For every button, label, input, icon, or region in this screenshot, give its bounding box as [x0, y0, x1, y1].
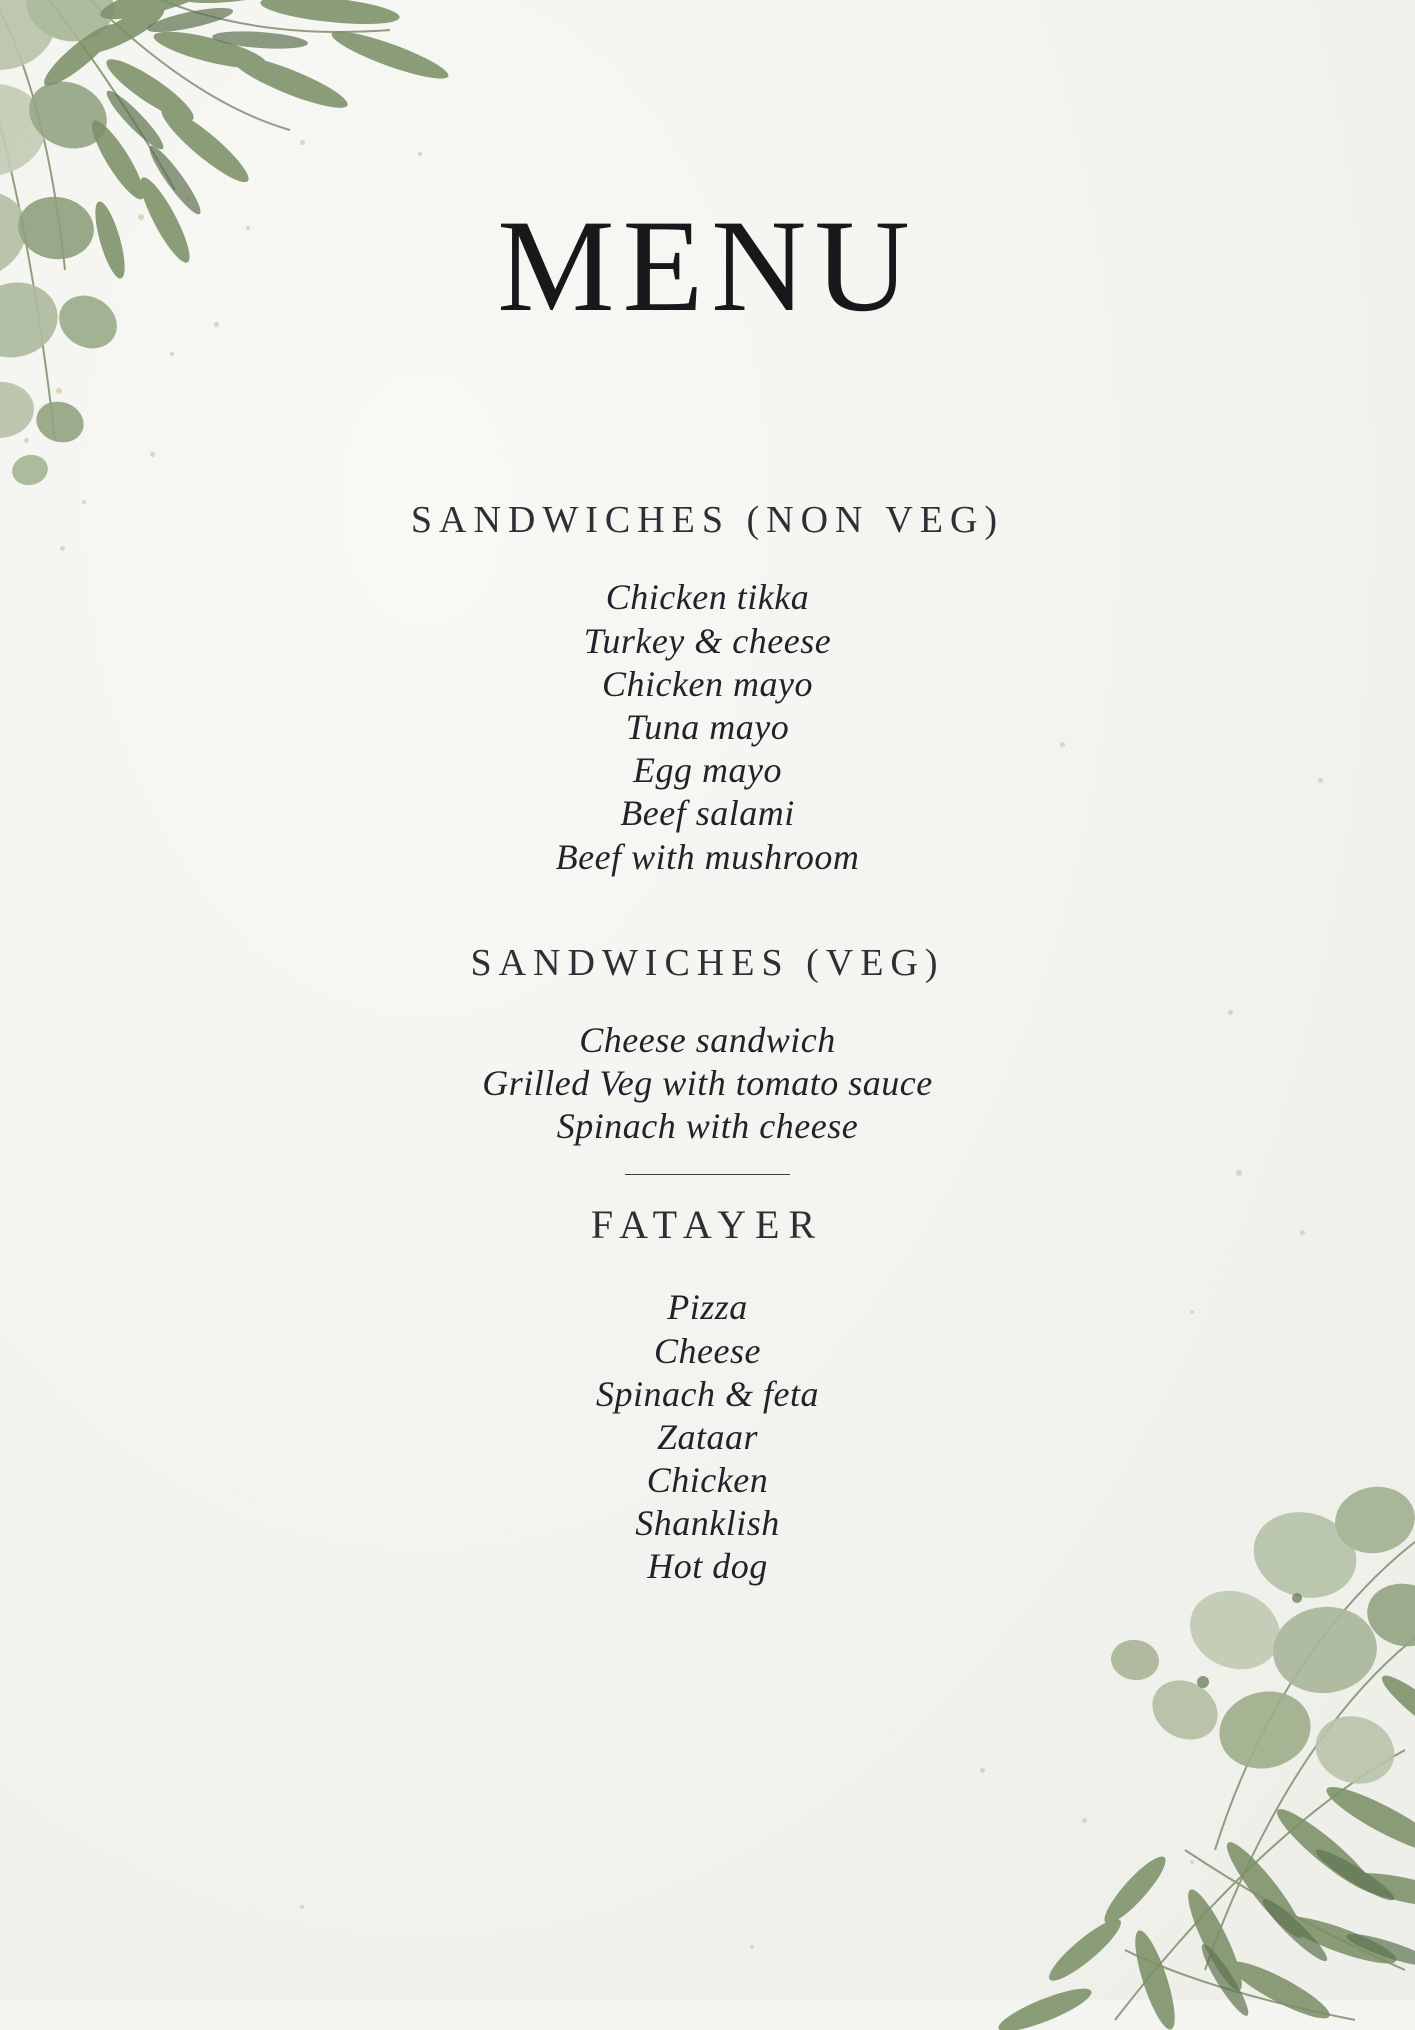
menu-item: Spinach with cheese: [556, 1106, 859, 1147]
menu-item: Zataar: [656, 1416, 759, 1457]
menu-item: Cheese: [654, 1330, 761, 1371]
menu-item: Turkey & cheese: [583, 620, 832, 661]
menu-item: Cheese sandwich: [579, 1019, 836, 1060]
menu-item: Shanklish: [635, 1503, 780, 1544]
section-heading: SANDWICHES (VEG): [470, 941, 945, 984]
menu-item-list: [0, 1286, 1415, 1588]
menu-item: Chicken: [646, 1460, 769, 1501]
section-sandwiches-veg: [0, 879, 1415, 1176]
section-heading: FATAYER: [590, 1202, 825, 1248]
menu-item: Pizza: [667, 1287, 748, 1328]
menu-item: Beef with mushroom: [555, 836, 860, 877]
menu-item: Beef salami: [620, 793, 795, 834]
menu-item: Spinach & feta: [596, 1373, 819, 1414]
menu-item: Tuna mayo: [625, 707, 790, 747]
page-title: MENU: [497, 192, 918, 339]
menu-item: Chicken mayo: [602, 663, 813, 704]
menu-item-list: [0, 576, 1415, 878]
menu-item: Egg mayo: [633, 750, 782, 791]
section-fatayer: [0, 1175, 1415, 1588]
menu-item: Grilled Veg with tomato sauce: [482, 1062, 933, 1103]
menu-item-list: [0, 1019, 1415, 1149]
menu-item: Hot dog: [647, 1546, 768, 1587]
menu-item: Chicken tikka: [605, 577, 810, 618]
section-heading: SANDWICHES (NON VEG): [410, 499, 1005, 542]
section-sandwiches-non-veg: [0, 420, 1415, 878]
